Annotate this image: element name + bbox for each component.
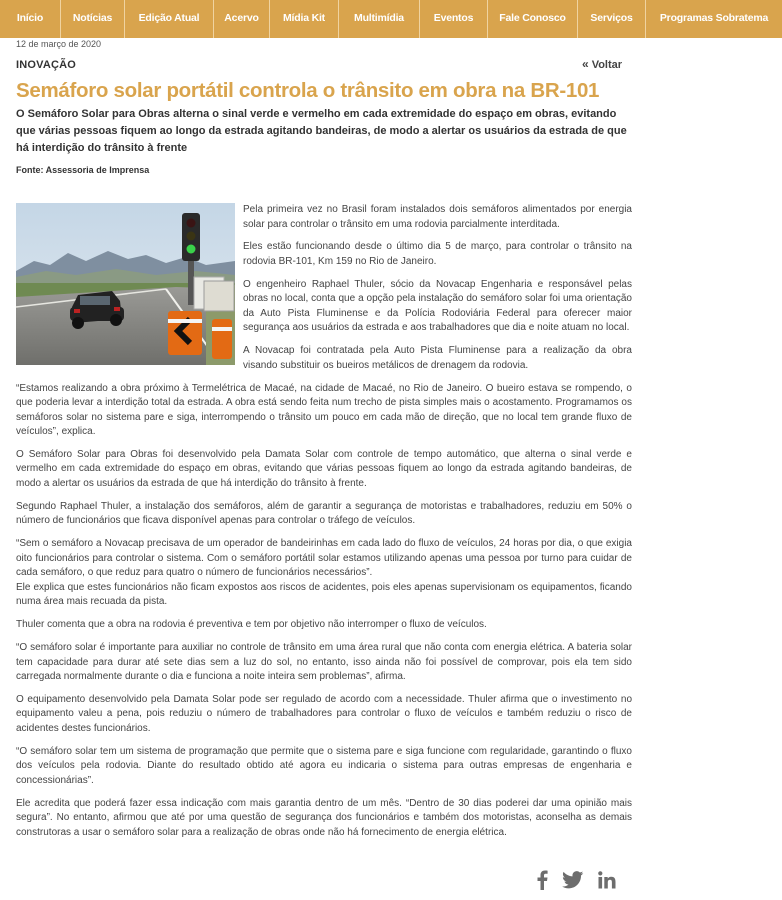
nav-eventos[interactable]: Eventos (420, 0, 488, 38)
double-chevron-left-icon: « (582, 57, 589, 71)
article-paragraph: Segundo Raphael Thuler, a instalação dos semáforos, além de garantir a segurança de motoristas e trabalhadores, reduziu em 50% o número de funcionários que ficava disponível apenas para controlar o tráfego de veículos. (16, 500, 632, 527)
article-source: Fonte: Assessoria de Imprensa (16, 165, 150, 175)
article-paragraph: Eles estão funcionando desde o último dia 5 de março, para controlar o trânsito na rodovia BR-101, Km 159 no Rio de Janeiro. (243, 241, 632, 267)
top-navigation (0, 0, 782, 38)
back-link-label: Voltar (591, 59, 623, 71)
article-paragraph: “O semáforo solar tem um sistema de programação que permite que o sistema pare e siga funcione com regularidade, garantindo o fluxo dos veículos pela rodovia. Diante do resultado obtido até agora eu indicaria o sistema para outras empresas de engenharia e concessionárias”. (16, 745, 632, 786)
article-title: Semáforo solar portátil controla o trânsito em obra na BR-101 (16, 79, 600, 102)
article-date: 12 de março de 2020 (16, 39, 102, 49)
nav-midia-kit[interactable]: Mídia Kit (270, 0, 339, 38)
article-paragraph: Thuler comenta que a obra na rodovia é preventiva e tem por objetivo não interromper o fluxo de veículos. (16, 619, 487, 631)
article-subtitle: O Semáforo Solar para Obras alterna o sinal verde e vermelho em cada extremidade do espaço em obras, evitando que várias pessoas fiquem ao longo da estrada agitando bandeiras, de modo a alertar os usuários da estrada de que há interdição do trânsito à frente (16, 108, 627, 154)
nav-inicio[interactable]: Início (0, 0, 61, 38)
facebook-icon[interactable] (536, 870, 548, 895)
nav-noticias[interactable]: Notícias (61, 0, 125, 38)
article-photo (16, 203, 235, 365)
twitter-icon[interactable] (562, 871, 584, 894)
share-buttons (536, 870, 616, 895)
article-paragraph: O Semáforo Solar para Obras foi desenvolvido pela Damata Solar com controle de tempo automático, que alterna o sinal verde e vermelho em cada extremidade do espaço em obras, evitando que várias pessoas fiquem ao longo da estrada agitando bandeiras, de modo a alertar os usuários da estrada de que há interdição do trânsito à frente. (16, 448, 632, 489)
article-paragraph: Pela primeira vez no Brasil foram instalados dois semáforos alimentados por energia solar para controlar o trânsito em uma rodovia parcialmente interditada. (243, 204, 632, 230)
article-paragraph (16, 537, 632, 610)
nav-acervo[interactable]: Acervo (214, 0, 270, 38)
article-body (16, 203, 632, 849)
article-category: INOVAÇÃO (16, 59, 77, 71)
article-followup-text: Ele explica que estes funcionários não ficam expostos aos riscos de acidentes, pois eles apenas supervisionam os equipamentos, ficando numa área mais recuada da pista. (16, 581, 632, 608)
back-link[interactable] (582, 57, 622, 71)
nav-multimidia[interactable]: Multimídia (339, 0, 420, 38)
nav-edicao-atual[interactable]: Edição Atual (125, 0, 214, 38)
nav-programas-sobratema[interactable]: Programas Sobratema (659, 12, 769, 24)
article-paragraph: O engenheiro Raphael Thuler, sócio da Novacap Engenharia e responsável pelas obras no local, conta que a opção pela instalação do semáforo solar foi uma orientação da Auto Pista Fluminense e da Polícia Rodoviária Federal para oferecer maior segurança aos usuários da estrada e aos trabalhadores que dia e noite atuam no local. (243, 278, 632, 334)
article-paragraph: A Novacap foi contratada pela Auto Pista Fluminense para a realização da obra visando substituir os bueiros metálicos de drenagem da rodovia. (243, 345, 632, 371)
article-paragraph: O equipamento desenvolvido pela Damata Solar pode ser regulado de acordo com a necessidade. Thuler afirma que o investimento no equipamento valeu a pena, pois reduziu o número de trabalhadores para controlar o fluxo de veículos e também reduziu o risco de acidentes destes funcionários. (16, 693, 632, 734)
linkedin-icon[interactable] (598, 871, 616, 894)
nav-fale-conosco[interactable]: Fale Conosco (488, 0, 578, 38)
article-paragraph: “Estamos realizando a obra próximo à Termelétrica de Macaé, na cidade de Macaé, no Rio de Janeiro. O bueiro estava se rompendo, o que poderia levar a interdição total da estrada. A obra está sendo feita num trecho de pista simples mais o acostamento. Programamos os semáforos solar no sistema pare e siga, interrompendo o trânsito um pouco em cada mão de direção, que no local tem grande fluxo de veículos”, explica. (16, 382, 632, 438)
article-quote-text: “Sem o semáforo a Novacap precisava de um operador de bandeirinhas em cada lado do fluxo de veículos, 24 horas por dia, o que exigia oito funcionários para controlar o sistema. Com o semáforo portátil solar estamos utilizando apenas uma pessoa por turno para cuidar de cada semáforo, o que reduz para quatro o número de funcionários necessários”. (16, 538, 632, 579)
nav-servicos[interactable]: Serviços (578, 0, 646, 38)
article-paragraph: Ele acredita que poderá fazer essa indicação com mais garantia dentro de um mês. “Dentro de 30 dias poderei dar uma opinião mais segura”. No entanto, afirmou que até por uma questão de segurança dos funcionários e também dos motoristas, aconselha as demais construtoras a usar o semáforo solar para a realização de obras onde não há fornecimento de energia elétrica. (16, 797, 632, 838)
article-paragraph: “O semáforo solar é importante para auxiliar no controle de trânsito em uma área rural que não conta com energia elétrica. A bateria solar tem capacidade para durar até sete dias sem a luz do sol, no entanto, isso ainda não foi possível de comprovar, pois ela tem sido carregada normalmente durante o dia e funciona a noite inteira sem problemas”, afirma. (16, 642, 632, 683)
